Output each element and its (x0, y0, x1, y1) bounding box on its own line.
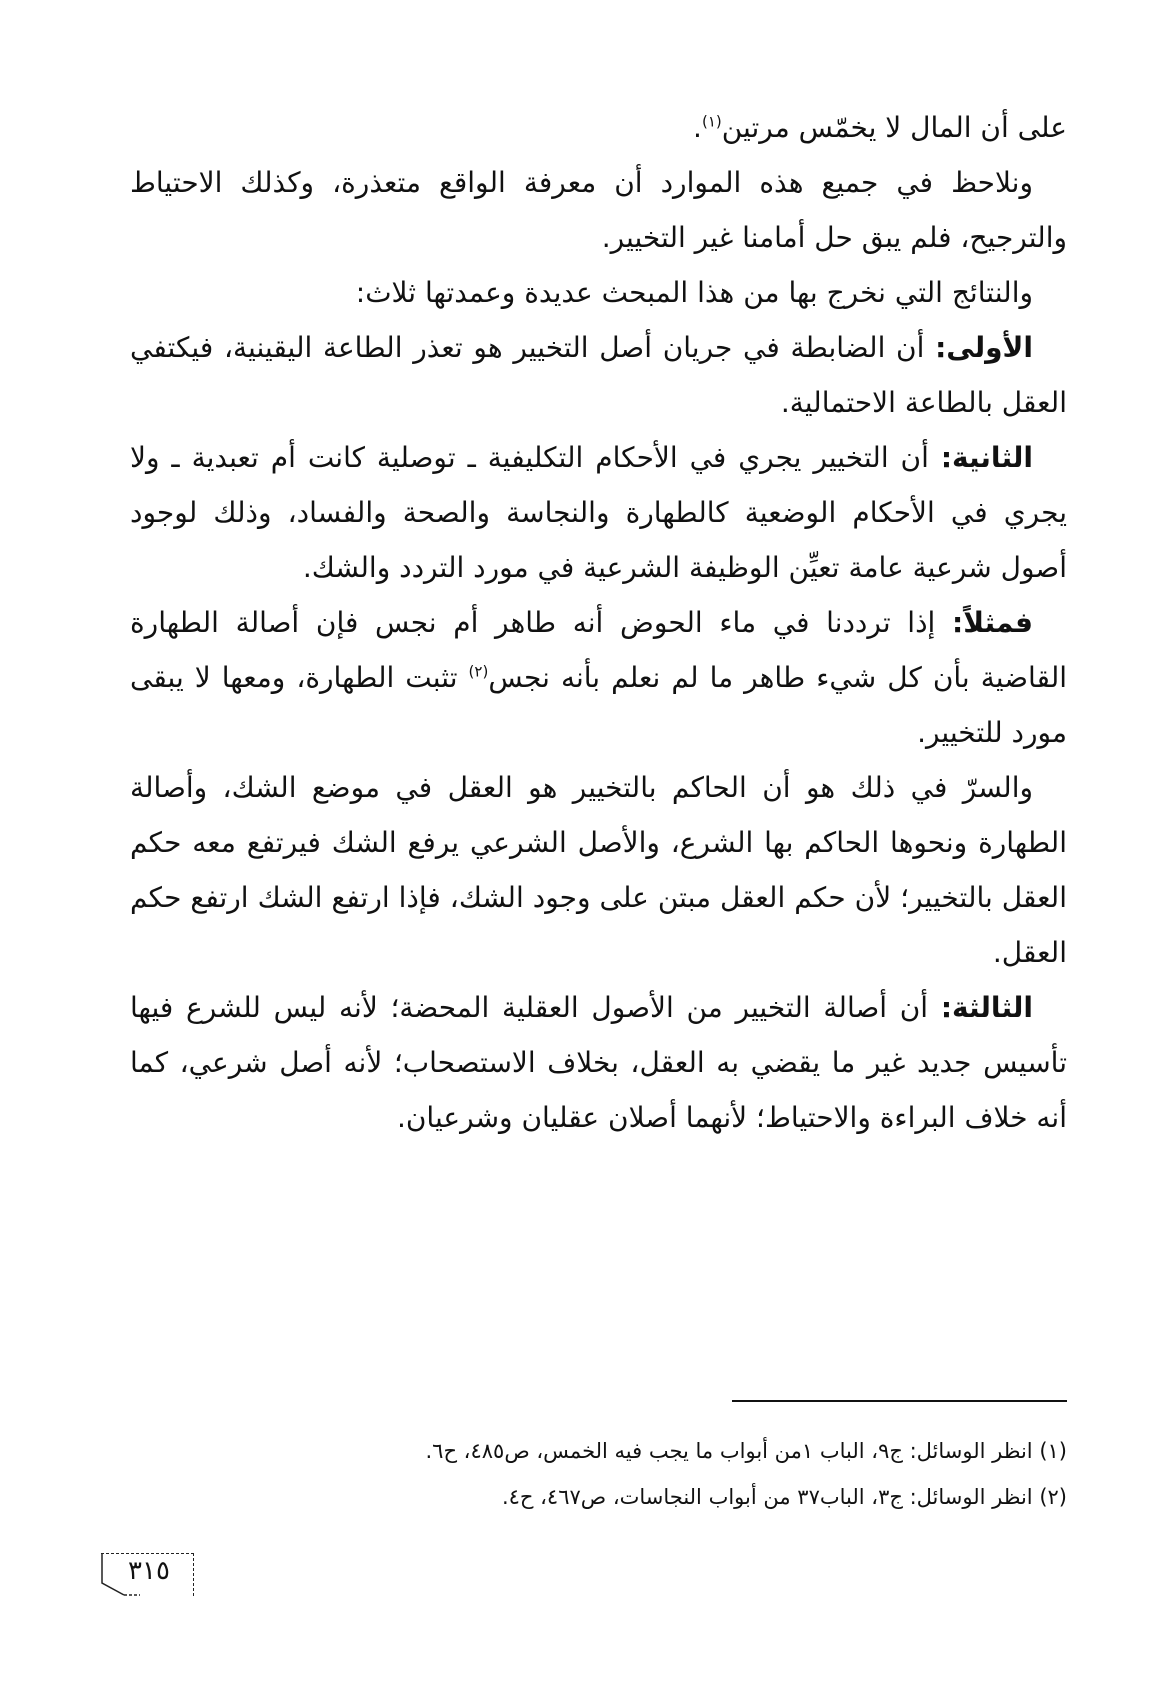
paragraph-first-result (130, 320, 1067, 430)
second-result-text: أن التخيير يجري في الأحكام التكليفية ـ توصلية كانت أم تعبدية ـ ولا يجري في الأحكام الوضعية كالطهارة والنجاسة والصحة والفساد، وذلك لوجود أصول شرعية عامة تعيِّن الوظيفة الشرعية في مورد التردد والشك. (130, 441, 1067, 584)
third-result-text: أن أصالة التخيير من الأصول العقلية المحضة؛ لأنه ليس للشرع فيها تأسيس جديد غير ما يقضي به العقل، بخلاف الاستصحاب؛ لأنه أصل شرعي، كما أنه خلاف البراءة والاحتياط؛ لأنهما أصلان عقليان وشرعيان. (130, 991, 1067, 1134)
paragraph-1 (130, 100, 1067, 155)
paragraph-1-end: . (693, 111, 702, 144)
paragraph-secret (130, 760, 1067, 980)
paragraph-3 (130, 265, 1067, 320)
example-lead: فمثلاً: (952, 606, 1033, 639)
body-text (130, 100, 1067, 1145)
paragraph-1-text: على أن المال لا يخمّس مرتين (721, 111, 1067, 144)
paragraph-2-text: ونلاحظ في جميع هذه الموارد أن معرفة الواقع متعذرة، وكذلك الاحتياط والترجيح، فلم يبق حل أمامنا غير التخيير. (130, 166, 1067, 254)
first-result-text: أن الضابطة في جريان أصل التخيير هو تعذر الطاعة اليقينية، فيكتفي العقل بالطاعة الاحتمالية. (130, 331, 1067, 419)
footnote-separator (732, 1400, 1067, 1402)
first-result-lead: الأولى: (935, 331, 1033, 364)
secret-text: والسرّ في ذلك هو أن الحاكم بالتخيير هو العقل في موضع الشك، وأصالة الطهارة ونحوها الحاكم بها الشرع، والأصل الشرعي يرفع الشك فيرتفع معه حكم العقل بالتخيير؛ لأن حكم العقل مبتن على وجود الشك، فإذا ارتفع الشك ارتفع حكم العقل. (130, 771, 1067, 969)
paragraph-2 (130, 155, 1067, 265)
paragraph-example (130, 595, 1067, 760)
page-number: ٣١٥ (128, 1556, 170, 1586)
paragraph-3-text: والنتائج التي نخرج بها من هذا المبحث عديدة وعمدتها ثلاث: (355, 276, 1033, 309)
footnote-ref-1[interactable]: (١) (701, 112, 722, 131)
second-result-lead: الثانية: (940, 441, 1033, 474)
example-text: إذا ترددنا في ماء الحوض أنه طاهر أم نجس فإن أصالة الطهارة القاضية بأن كل شيء طاهر ما لم نعلم بأنه نجس (130, 606, 1068, 694)
paragraph-second-result (130, 430, 1067, 595)
footnote-2: (٢) انظر الوسائل: ج٣، الباب٣٧ من أبواب النجاسات، ص٤٦٧، ح٤. (501, 1485, 1067, 1509)
footnote-1: (١) انظر الوسائل: ج٩، الباب ١من أبواب ما يجب فيه الخمس، ص٤٨٥، ح٦. (425, 1439, 1067, 1463)
third-result-lead: الثالثة: (940, 991, 1033, 1024)
example-text-end: تثبت الطهارة، ومعها لا يبقى مورد للتخيير. (130, 661, 1067, 749)
footnote-ref-2[interactable]: (٢) (468, 662, 489, 681)
paragraph-third-result (130, 980, 1067, 1145)
footnotes (300, 1428, 1067, 1520)
